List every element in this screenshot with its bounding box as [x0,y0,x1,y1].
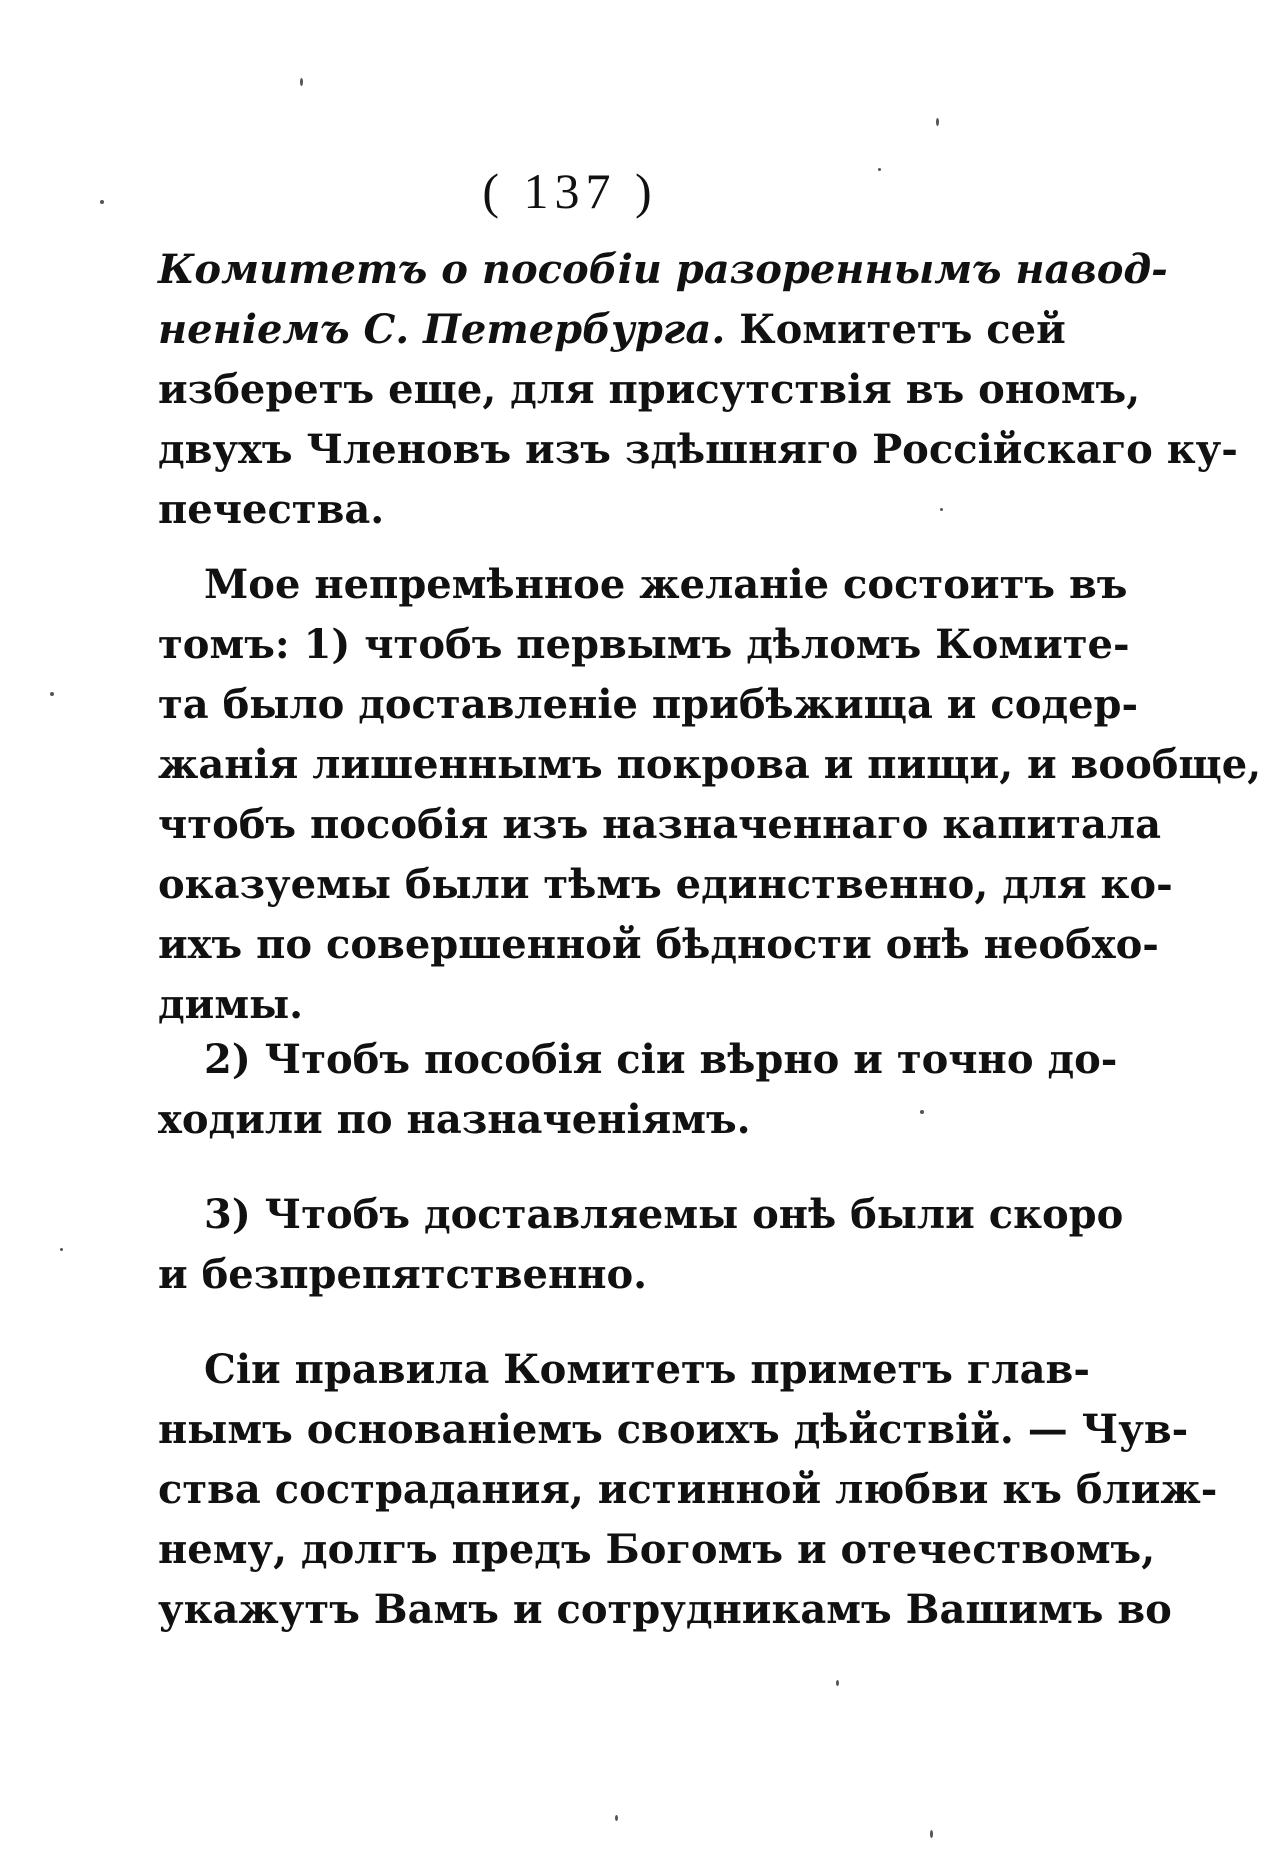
paragraph-point-3 [158,1185,1124,1305]
text-line: двухъ Членовъ изъ здѣшняго Россійскаго ку- [158,426,1238,473]
text-line: ства сострадания, истинной любви къ ближ- [158,1466,1218,1513]
text-line: Сіи правила Комитетъ приметъ глав- [204,1346,1090,1393]
scan-speck [50,692,54,696]
text-line [158,300,1066,360]
text-line: та было доставленіе прибѣжища и содер- [158,681,1139,728]
text-line: печества. [158,486,385,533]
text-line-rest: Комитетъ сей [739,306,1066,353]
scan-speck [930,1830,933,1838]
text-line: чтобъ пособія изъ назначеннаго капитала [158,801,1161,848]
scan-speck [300,78,303,86]
text-line: оказуемы были тѣмъ единственно, для ко- [158,861,1173,908]
text-line: нымъ основаніемъ своихъ дѣйствій. — Чув- [158,1406,1189,1453]
text-line: нему, долгъ предъ Богомъ и отечествомъ, [158,1526,1156,1573]
text-line: томъ: 1) чтобъ первымъ дѣломъ Комите- [158,621,1130,668]
paragraph-point-2 [158,1030,1118,1150]
page-number: ( 137 ) [482,163,658,219]
text-line: жанія лишеннымъ покрова и пищи, и вообще, [158,741,1261,788]
text-line: изберетъ еще, для присутствія въ ономъ, [158,366,1141,413]
paragraph-committee [158,240,1238,540]
text-line: и безпрепятственно. [158,1251,648,1298]
paragraph-wish [158,555,1261,1035]
text-line-italic: неніемъ С. Петербурга. [158,306,726,353]
text-line: ходили по назначеніямъ. [158,1096,751,1143]
text-line: ихъ по совершенной бѣдности онѣ необхо- [158,921,1159,968]
paragraph-rules [158,1340,1218,1640]
scan-speck [60,1248,63,1251]
text-line: 3) Чтобъ доставляемы онѣ были скоро [204,1191,1124,1238]
scan-speck [936,118,939,126]
text-line: Мое непремѣнное желаніе состоитъ въ [204,561,1128,608]
text-line: димы. [158,981,304,1028]
text-line: 2) Чтобъ пособія сіи вѣрно и точно до- [204,1036,1118,1083]
text-line: Комитетъ о пособіи разореннымъ навод- [158,246,1168,293]
scan-speck [615,1815,618,1821]
scan-speck [836,1680,839,1686]
text-line: укажутъ Вамъ и сотрудникамъ Вашимъ во [158,1586,1172,1633]
